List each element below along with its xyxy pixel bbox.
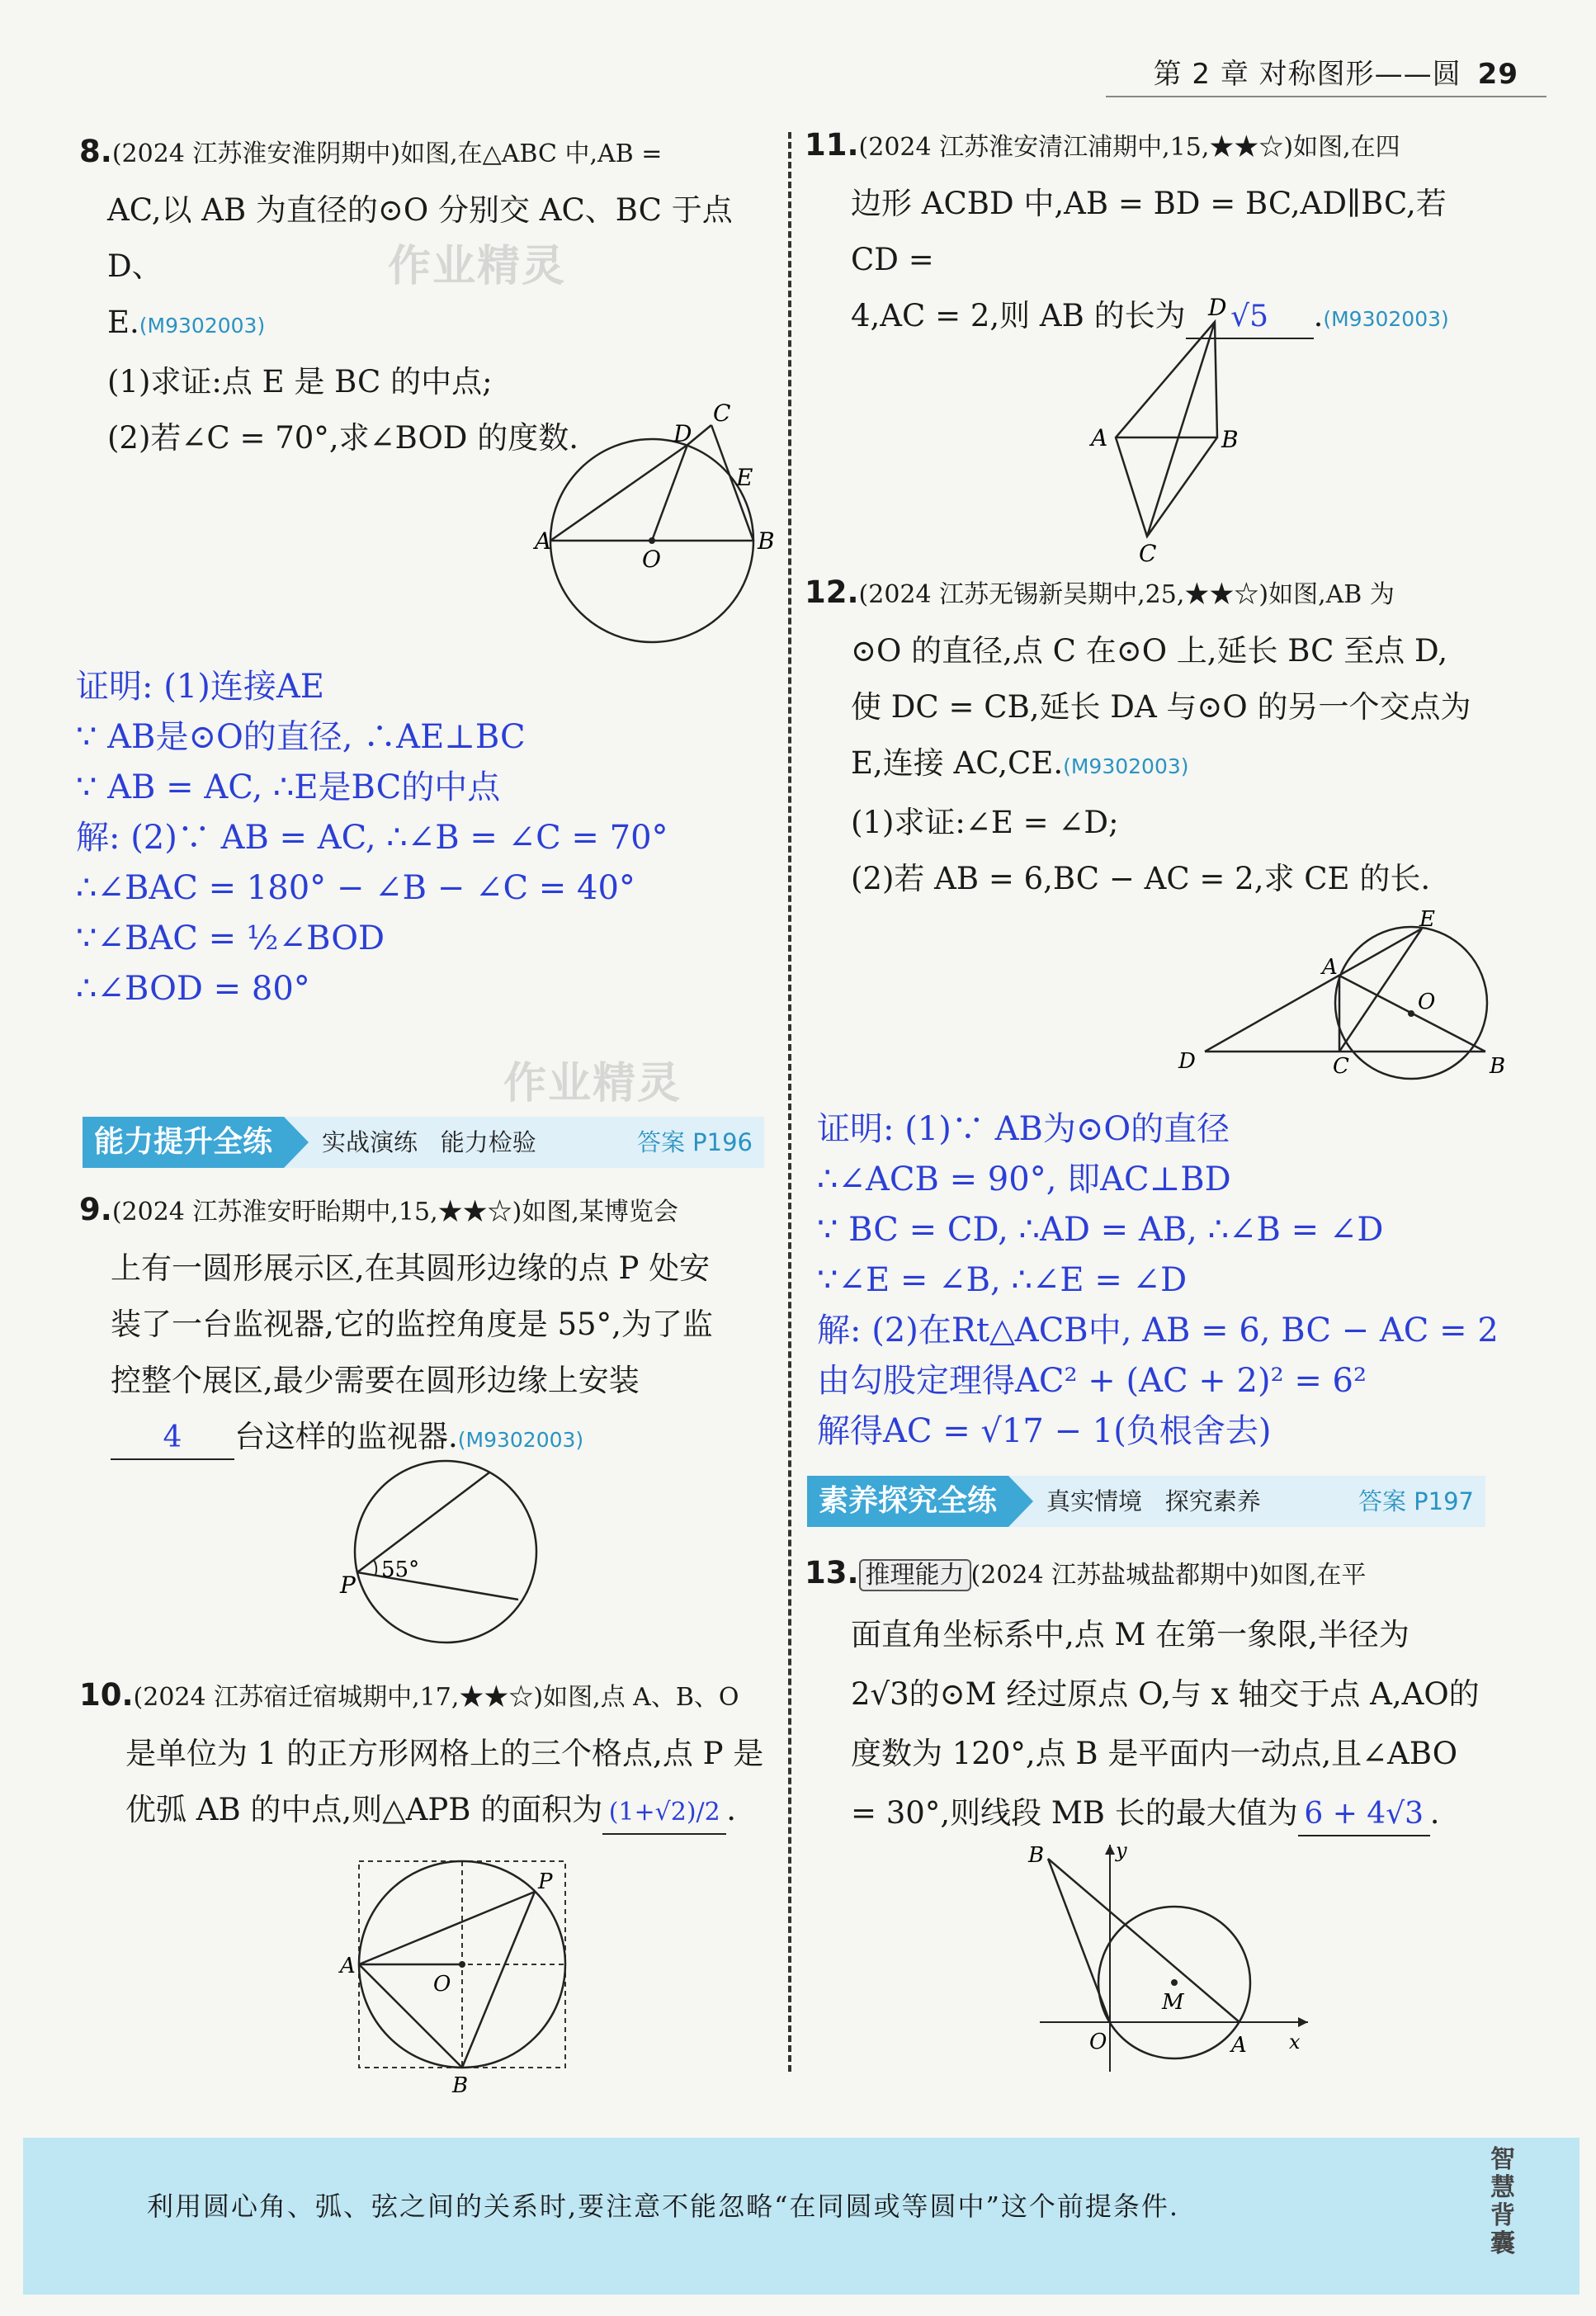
question-text: 台这样的监视器. <box>234 1419 458 1454</box>
label-a: A <box>1322 955 1338 980</box>
question-text: 控整个展区,最少需要在圆形边缘上安装 <box>111 1363 640 1398</box>
question-text: (2024 江苏宿迁宿城期中,17,★★☆)如图,点 A、B、O <box>133 1683 739 1712</box>
answer-line: 证明: (1)连接AE <box>76 668 324 706</box>
answer-line: ∵ BC = CD, ∴AD = AB, ∴∠B = ∠D <box>817 1211 1384 1249</box>
section-banner-ability <box>83 1115 764 1170</box>
banner-sub: 真实情境 <box>1046 1487 1143 1515</box>
question-text: 面直角坐标系中,点 M 在第一象限,半径为 <box>851 1617 1409 1652</box>
label-p: P <box>538 1869 553 1894</box>
label-c: C <box>1139 540 1157 567</box>
tip-text: 利用圆心角、弧、弦之间的关系时,要注意不能忽略“在同圆或等圆中”这个前提条件. <box>147 2191 1180 2222</box>
answer-line: 解: (2)∵ AB = AC, ∴∠B = ∠C = 70° <box>76 819 668 857</box>
question-text: AC,以 AB 为直径的⊙O 分别交 AC、BC 于点 D、 <box>107 192 733 284</box>
q8-figure <box>528 396 776 644</box>
question-text: (2024 江苏淮安淮阴期中)如图,在△ABC 中,AB = <box>111 139 663 168</box>
question-11: 11.(2024 江苏淮安清江浦期中,15,★★☆)如图,在四 边形 ACBD 中,AB = BD = BC,AD∥BC,若 CD = 4,AC = 2,则 AB 的长为 √5 .(M9302003) <box>805 117 1498 347</box>
question-text: (2024 江苏淮安清江浦期中,15,★★☆)如图,在四 <box>858 133 1400 162</box>
label-y: y <box>1116 1839 1127 1862</box>
answer-line: ∵∠E = ∠B, ∴∠E = ∠D <box>817 1261 1188 1299</box>
label-e: E <box>736 464 753 491</box>
angle-label: 55° <box>381 1557 420 1582</box>
question-part: (1)求证:点 E 是 BC 的中点; <box>107 364 493 399</box>
label-d: D <box>1178 1049 1196 1074</box>
page-header <box>1154 51 1518 92</box>
question-10: 10.(2024 江苏宿迁宿城期中,17,★★☆)如图,点 A、B、O 是单位为 1 的正方形网格上的三个格点,点 P 是 优弧 AB 的中点,则△APB 的面积为 (1+√2)/2 . <box>79 1667 772 1838</box>
label-c: C <box>1333 1054 1349 1079</box>
question-code: (M9302003) <box>139 314 266 338</box>
answer-ref: 答案 P196 <box>636 1128 753 1156</box>
question-number: 12. <box>805 574 859 610</box>
question-text: E. <box>107 305 139 340</box>
tip-footer <box>23 2138 1579 2295</box>
answer-line: ∵ AB是⊙O的直径, ∴AE⊥BC <box>76 718 526 756</box>
question-text: 使 DC = CB,延长 DA 与⊙O 的另一个交点为 <box>851 689 1471 725</box>
question-text: (2024 江苏盐城盐都期中)如图,在平 <box>970 1561 1367 1590</box>
question-code: (M9302003) <box>457 1428 584 1452</box>
section-banner-literacy <box>807 1474 1485 1529</box>
question-part: (2)若 AB = 6,BC − AC = 2,求 CE 的长. <box>851 861 1431 896</box>
skill-badge: 推理能力 <box>859 1559 971 1591</box>
banner-sub: 探究素养 <box>1164 1487 1261 1515</box>
label-b: B <box>1028 1843 1045 1868</box>
question-12 <box>805 565 1498 907</box>
label-b: B <box>758 527 775 555</box>
question-part: (1)求证:∠E = ∠D; <box>851 805 1119 840</box>
q9-figure <box>330 1461 545 1651</box>
question-text: 2√3的⊙M 经过原点 O,与 x 轴交于点 A,AO的 <box>851 1676 1480 1712</box>
label-a: A <box>535 527 552 555</box>
question-text: 是单位为 1 的正方形网格上的三个格点,点 P 是 <box>125 1736 764 1771</box>
answer-line: 解: (2)在Rt△ACB中, AB = 6, BC − AC = 2 <box>817 1312 1499 1349</box>
question-text: ⊙O 的直径,点 C 在⊙O 上,延长 BC 至点 D, <box>851 633 1448 669</box>
question-text: 上有一圆形展示区,在其圆形边缘的点 P 处安 <box>111 1250 711 1286</box>
answer-line: ∴∠BOD = 80° <box>76 970 310 1008</box>
watermark: 作业精灵 <box>388 242 567 291</box>
label-o: O <box>1089 2030 1107 2054</box>
fill-blank-answer: 6 + 4√3 <box>1298 1794 1430 1836</box>
label-e: E <box>1419 907 1435 932</box>
question-text: 边形 ACBD 中,AB = BD = BC,AD∥BC,若 CD = <box>851 186 1447 277</box>
chapter-title: 第 2 章 对称图形——圆 <box>1153 58 1461 91</box>
question-text: (2024 江苏无锡新吴期中,25,★★☆)如图,AB 为 <box>858 580 1395 609</box>
label-b: B <box>1490 1054 1506 1079</box>
banner-sub: 实战演练 <box>322 1128 418 1156</box>
question-number: 8. <box>79 134 112 169</box>
label-a: A <box>1091 424 1108 451</box>
question-text: 度数为 120°,点 B 是平面内一动点,且∠ABO <box>851 1736 1458 1771</box>
label-a: A <box>340 1954 356 1978</box>
header-rule <box>1106 96 1546 97</box>
fill-blank-answer: (1+√2)/2 <box>602 1792 726 1835</box>
question-text: 优弧 AB 的中点,则△APB 的面积为 <box>125 1792 603 1827</box>
answer-line: ∵∠BAC = ½∠BOD <box>76 919 385 957</box>
label-b: B <box>1221 426 1239 453</box>
question-13: 13. 推理能力 (2024 江苏盐城盐都期中)如图,在平 面直角坐标系中,点 M 在第一象限,半径为 2√3的⊙M 经过原点 O,与 x 轴交于点 A,AO的 度数为 120°,点 B 是平面内一动点,且∠ABO = 30°,则线段 MB 长的最大值为 6 + 4√3 . <box>805 1543 1498 1843</box>
label-o: O <box>642 546 661 573</box>
label-d: D <box>1208 294 1227 321</box>
label-m: M <box>1162 1990 1184 2015</box>
label-b: B <box>452 2073 469 2098</box>
fill-blank-answer: √5 <box>1186 296 1314 339</box>
q12-figure <box>1172 907 1506 1089</box>
question-text: (2024 江苏淮安盱眙期中,15,★★☆)如图,某博览会 <box>111 1198 678 1227</box>
q13-figure <box>1023 1832 1320 2080</box>
q12-answer <box>817 1104 1560 1468</box>
question-number: 10. <box>79 1677 134 1713</box>
question-number: 13. <box>805 1555 859 1590</box>
label-o: O <box>1418 990 1436 1014</box>
question-part: (2)若∠C = 70°,求∠BOD 的度数. <box>107 420 578 456</box>
question-code: (M9302003) <box>1063 754 1189 778</box>
question-text: = 30°,则线段 MB 长的最大值为 <box>851 1795 1298 1831</box>
label-a: A <box>1231 2033 1247 2058</box>
fill-blank-answer: 4 <box>111 1417 234 1460</box>
tip-label: 智慧背囊 <box>1490 2145 1515 2258</box>
page-number: 29 <box>1477 58 1518 91</box>
answer-ref: 答案 P197 <box>1358 1487 1474 1515</box>
answer-line: 证明: (1)∵ AB为⊙O的直径 <box>817 1110 1230 1148</box>
question-text: 装了一台监视器,它的监控角度是 55°,为了监 <box>111 1307 713 1342</box>
question-number: 11. <box>805 127 859 163</box>
answer-line: ∵ AB = AC, ∴E是BC的中点 <box>76 768 501 806</box>
question-9 <box>79 1182 772 1468</box>
label-o: O <box>433 1972 451 1997</box>
column-divider <box>788 132 791 2072</box>
label-p: P <box>340 1572 356 1599</box>
question-text: 4,AC = 2,则 AB 的长为 <box>851 298 1186 333</box>
label-x: x <box>1289 2030 1301 2054</box>
question-number: 9. <box>79 1192 112 1227</box>
answer-line: 由勾股定理得AC² + (AC + 2)² = 6² <box>817 1362 1367 1400</box>
watermark: 作业精灵 <box>503 1059 682 1108</box>
banner-title: 素养探究全练 <box>807 1476 1008 1527</box>
q10-figure <box>338 1849 569 2096</box>
answer-line: 解得AC = √17 − 1(负根舍去) <box>817 1412 1272 1450</box>
banner-title: 能力提升全练 <box>83 1117 284 1168</box>
banner-sub: 能力检验 <box>440 1128 536 1156</box>
answer-line: ∴∠BAC = 180° − ∠B − ∠C = 40° <box>76 869 635 907</box>
label-d: D <box>673 420 692 447</box>
q8-answer <box>76 662 769 1014</box>
question-code: (M9302003) <box>1323 307 1449 331</box>
label-c: C <box>713 399 731 427</box>
question-text: E,连接 AC,CE. <box>851 745 1064 781</box>
answer-line: ∴∠ACB = 90°, 即AC⊥BD <box>817 1160 1231 1198</box>
q11-figure <box>1081 289 1279 567</box>
